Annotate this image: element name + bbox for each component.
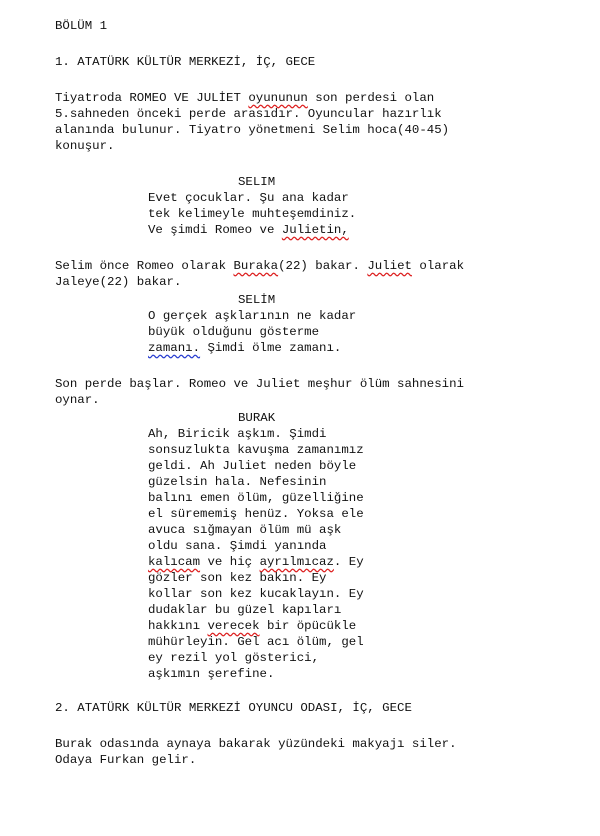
action-line: Odaya Furkan gelir. [55,753,197,767]
action-line: konuşur. [55,139,115,153]
dialogue-line: geldi. Ah Juliet neden böyle [148,459,357,473]
spellcheck-mark: Julietin, [281,223,349,237]
dialogue-line: kollar son kez kucaklayın. Ey [148,587,364,601]
spellcheck-mark: verecek [207,619,260,633]
action-line: alanında bulunur. Tiyatro yönetmeni Selim hoca(40-45) [55,123,450,137]
dialogue-line: sonsuzlukta kavuşma zamanımız [148,443,364,457]
spellcheck-mark: Buraka [233,259,279,273]
dialogue-line: kalıcam ve hiç ayrılmıcaz. Ey [148,555,364,569]
dialogue-line: dudaklar bu güzel kapıları [148,603,342,617]
dialogue-line: ey rezil yol gösterici, [148,651,320,665]
dialogue-line: balını emen ölüm, güzelliğine [148,491,364,505]
grammar-mark: zamanı. [148,341,201,355]
spellcheck-mark: ayrılmıcaz [259,555,334,569]
dialogue-line: zamanı. Şimdi ölme zamanı. [148,341,342,355]
dialogue-line: hakkını verecek bir öpücükle [148,619,357,633]
dialogue-line: tek kelimeyle muhteşemdiniz. [148,207,357,221]
dialogue-line: avuca sığmayan ölüm mü aşk [148,523,342,537]
dialogue-line: oldu sana. Şimdi yanında [148,539,327,553]
spellcheck-mark: Juliet [367,259,412,273]
dialogue-line: el sürememiş henüz. Yoksa ele [148,507,364,521]
action-line: Selim önce Romeo olarak Buraka(22) bakar. Juliet olarak [55,259,465,273]
character-cue-burak: BURAK [238,411,276,425]
dialogue-line: Ve şimdi Romeo ve Julietin, [148,223,349,237]
scene-heading-1: 1. ATATÜRK KÜLTÜR MERKEZİ, İÇ, GECE [55,55,316,69]
dialogue-line: aşkımın şerefine. [148,667,275,681]
dialogue-line: Ah, Biricik aşkım. Şimdi [148,427,327,441]
dialogue-line: gözler son kez bakın. Ey [148,571,327,585]
dialogue-line: güzelsin hala. Nefesinin [148,475,327,489]
character-cue-selim-2: SELİM [238,293,276,307]
character-cue-selim: SELIM [238,175,276,189]
action-line: 5.sahneden önceki perde arasıdır. Oyuncular hazırlık [55,107,442,121]
scene-heading-2: 2. ATATÜRK KÜLTÜR MERKEZİ OYUNCU ODASI, İÇ, GECE [55,701,412,715]
dialogue-line: O gerçek aşklarının ne kadar [148,309,357,323]
dialogue-line: büyük olduğunu gösterme [148,325,320,339]
action-line: Tiyatroda ROMEO VE JULİET oyununun son perdesi olan [55,91,435,105]
action-line: Son perde başlar. Romeo ve Juliet meşhur ölüm sahnesini [55,377,464,391]
dialogue-line: mühürleyin. Gel acı ölüm, gel [148,635,364,649]
action-line: oynar. [55,393,100,407]
action-line: Burak odasında aynaya bakarak yüzündeki makyajı siler. [55,737,457,751]
spellcheck-mark: kalıcam [148,555,201,569]
action-line: Jaleye(22) bakar. [55,275,182,289]
chapter-title: BÖLÜM 1 [55,19,108,33]
dialogue-line: Evet çocuklar. Şu ana kadar [148,191,349,205]
spellcheck-mark: oyununun [248,91,308,105]
